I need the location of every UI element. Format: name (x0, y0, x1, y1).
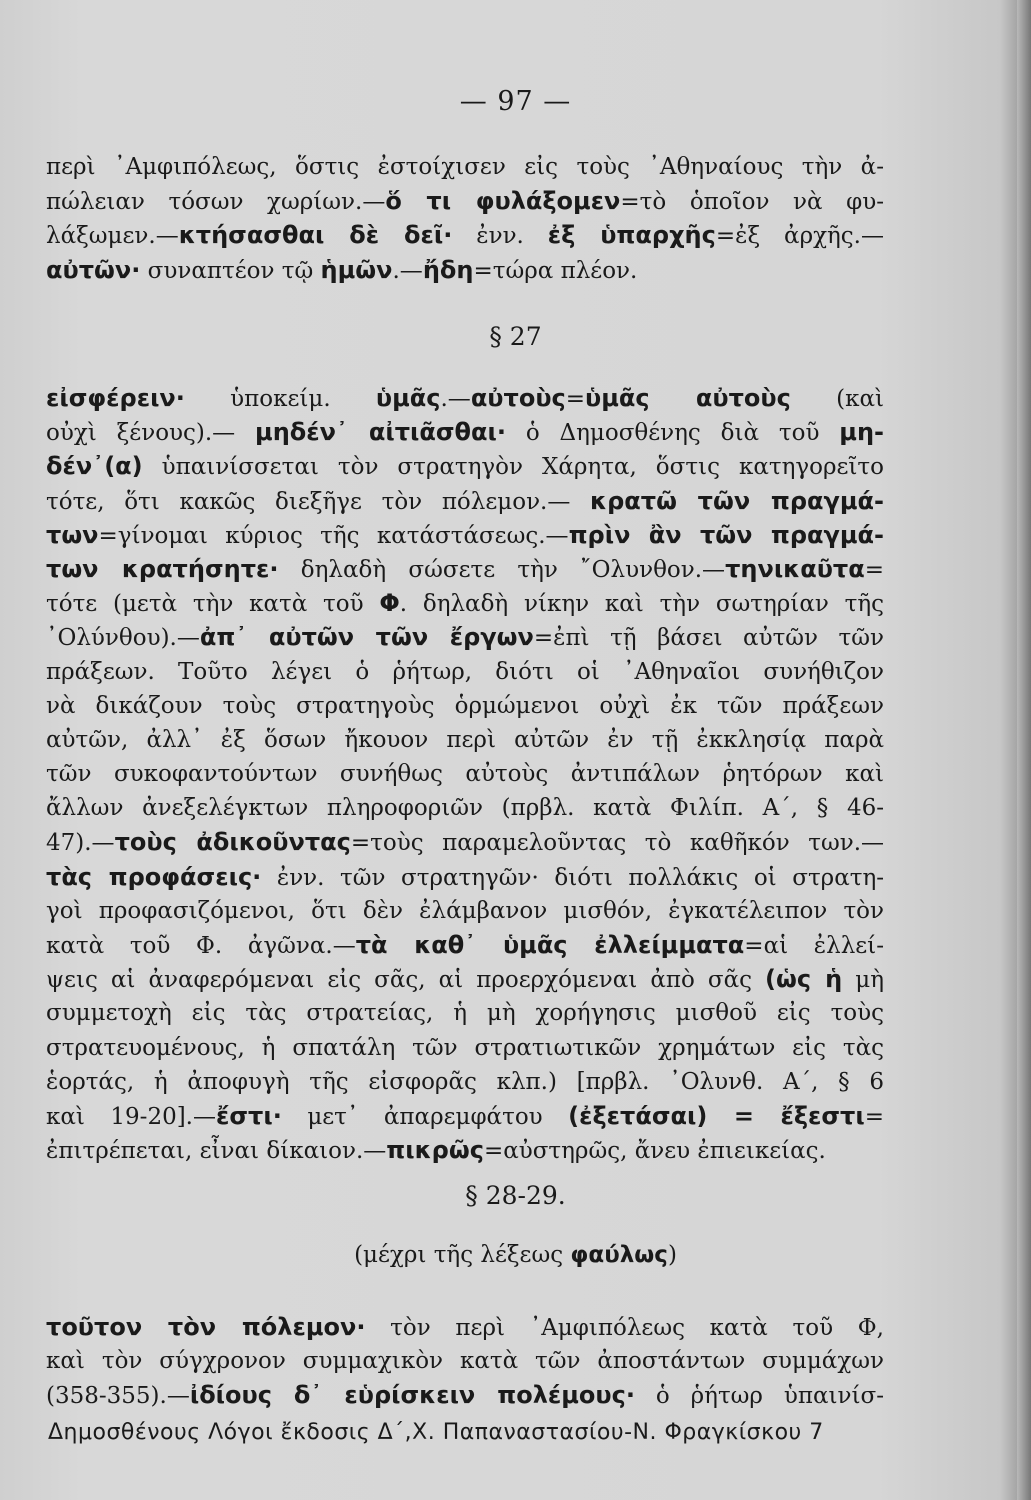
lemma-bold: ἰδίους δ᾿ εὑρίσκειν πολέμους· (189, 1381, 635, 1410)
text-run: =αἱ ἐλλεί- (744, 933, 884, 959)
text-run: πράξεων. Τοῦτο λέγει ὁ ῥήτωρ, διότι οἱ ᾿Αθηναῖοι συνήθιζον (46, 658, 884, 685)
text-line (46, 184, 884, 218)
text-line (46, 962, 884, 996)
lemma-bold: πρὶν ἂν τῶν πραγμά- (568, 520, 884, 549)
text-run: ὁ Δημοσθένης διὰ τοῦ (506, 420, 840, 447)
text-line (46, 1099, 884, 1133)
text-line (46, 655, 884, 689)
lemma-bold: εἰσφέρειν· (46, 384, 185, 412)
lemma-bold: των κρατήσητε· (46, 554, 279, 583)
text-run: . δηλαδὴ νίκην καὶ τὴν σωτηρίαν τῆς (399, 591, 884, 618)
lemma-bold: ὑμᾶς αὐτοὺς (585, 384, 791, 412)
text-run: γοὶ προφασιζόμενοι, ὅτι δὲν ἐλάμβανον μισθόν, ἐγκατέλειπον τὸν (46, 897, 884, 924)
text-run: =ἐξ ἀρχῆς.— (715, 223, 884, 250)
text-run: συμμετοχὴ εἰς τὰς στρατείας, ἡ μὴ χορήγησις μισθοῦ εἰς τοὺς (46, 1000, 884, 1027)
text-run: πώλειαν τόσων χωρίων.— (46, 189, 386, 216)
text-run: =γίνομαι κύριος τῆς κατάστάσεως.— (98, 522, 569, 549)
text-line (46, 1378, 884, 1412)
text-run: ὑποκείμ. (184, 386, 376, 412)
text-line (46, 791, 884, 825)
text-run: = (565, 386, 586, 412)
lemma-bold: ἔστι· (216, 1101, 282, 1130)
text-run: ἄλλων ἀνεξελέγκτων πληροφοριῶν (πρβλ. κατὰ Φιλίπ. Α΄, § 46- (46, 795, 884, 822)
page-number: — 97 — (459, 86, 572, 117)
text-line (46, 518, 884, 552)
text-line (46, 552, 884, 586)
text-line (46, 689, 884, 723)
text-run: .— (440, 386, 471, 412)
text-line (46, 381, 884, 415)
text-line (46, 620, 884, 654)
text-run: μὴ (842, 967, 884, 994)
text-line (46, 415, 884, 449)
paragraph-intro (46, 150, 884, 287)
text-run: ὑπαινίσσεται τὸν στρατηγὸν Χάρητα, ὅστις κατηγορεῖτο (142, 454, 884, 481)
text-run: ἐπιτρέπεται, εἶναι δίκαιον.— (46, 1138, 387, 1165)
lemma-bold: αὐτῶν· (46, 255, 141, 284)
text-line (46, 150, 884, 184)
paragraph-27 (46, 381, 884, 1167)
text-line (46, 218, 884, 252)
text-run: = (864, 1103, 884, 1130)
lemma-bold: πικρῶς (386, 1136, 484, 1165)
text-run: =αὐστηρῶς, ἄνευ ἐπιεικείας. (483, 1138, 826, 1165)
text-line (46, 253, 884, 287)
text-run: τὸν περὶ ᾿Αμφιπόλεως κατὰ τοῦ Φ, (365, 1315, 884, 1341)
lemma-bold: μηδέν᾿ αἰτιᾶσθαι· (255, 418, 506, 447)
text-run: μετ᾿ ἀπαρεμφάτου (281, 1103, 569, 1130)
text-line (46, 449, 884, 483)
text-line (46, 723, 884, 757)
lemma-bold: κρατῶ τῶν πραγμά- (590, 486, 884, 515)
lemma-bold: ἐξ ὑπαρχῆς (547, 221, 716, 250)
text-run: ἐνν. (452, 223, 548, 250)
text-run: δηλαδὴ σώσετε τὴν ῎Ολυνθον.— (278, 556, 726, 583)
footer-imprint: Δημοσθένους Λόγοι ἔκδοσις Δ΄,Χ. Παπαναστασίου-Ν. Φραγκίσκου 7 (48, 1420, 824, 1445)
text-line (46, 894, 884, 928)
text-run: =τώρα πλέον. (473, 257, 638, 284)
lemma-bold: φαύλως (570, 1242, 668, 1268)
text-run: ἑορτάς, ἡ ἀποφυγὴ τῆς εἰσφορᾶς κλπ.) [πρβλ. ᾿Ολυνθ. Α΄, § 6 (46, 1068, 884, 1095)
lemma-bold: δέν᾿(α) (46, 452, 143, 481)
text-run: κατὰ τοῦ Φ. ἀγῶνα.— (46, 933, 356, 959)
text-run: ) (667, 1242, 677, 1268)
text-run: καὶ 19-20].— (46, 1103, 216, 1130)
text-run: λάξωμεν.— (46, 223, 179, 250)
text-run: ψεις αἱ ἀναφερόμεναι εἰς σᾶς, αἱ προερχόμεναι ἀπὸ σᾶς (46, 967, 766, 994)
text-run: ὁ ῥήτωρ ὑπαινίσ- (634, 1383, 884, 1410)
text-run: ᾿Ολύνθου).— (46, 625, 200, 652)
text-run: συναπτέον τῷ (140, 257, 321, 284)
text-line (46, 1133, 884, 1167)
text-run: αὐτῶν, ἀλλ᾿ ἐξ ὅσων ἤκουον περὶ αὐτῶν ἐν τῇ ἐκκλησίᾳ παρὰ (46, 726, 884, 753)
lemma-bold: ἀπ᾿ αὐτῶν τῶν ἔργων (199, 623, 534, 652)
lemma-bold: τοὺς ἀδικοῦντας (114, 828, 351, 857)
section-subnote (0, 1242, 1031, 1268)
text-line (46, 484, 884, 518)
text-run: τότε (μετὰ τὴν κατὰ τοῦ (46, 591, 380, 618)
text-run: (μέχρι τῆς λέξεως (354, 1242, 571, 1268)
text-line (46, 1344, 884, 1378)
text-run: = (864, 556, 884, 583)
text-run: καὶ τὸν σύγχρονον συμμαχικὸν κατὰ τῶν ἀποστάντων συμμάχων (46, 1348, 884, 1375)
text-line (46, 996, 884, 1030)
lemma-bold: τοῦτον τὸν πόλεμον· (46, 1313, 366, 1341)
lemma-bold: των (46, 520, 99, 549)
lemma-bold: ἤδη (422, 255, 474, 284)
text-run: ἐνν. τῶν στρατηγῶν· διότι πολλάκις οἱ στρατη- (261, 864, 884, 891)
lemma-bold: ἡμῶν (320, 255, 393, 284)
text-run: 47).— (46, 830, 115, 857)
text-line (46, 860, 884, 894)
text-run: =τὸ ὁποῖον νὰ φυ- (620, 189, 884, 216)
lemma-bold: Φ (379, 589, 400, 618)
text-line (46, 1310, 884, 1344)
lemma-bold: κτήσασθαι δὲ δεῖ· (178, 221, 453, 250)
lemma-bold: αὐτοὺς (470, 384, 566, 412)
text-run: =ἐπὶ τῇ βάσει αὐτῶν τῶν (533, 625, 884, 652)
text-line (46, 928, 884, 962)
lemma-bold: (ἐξετάσαι) = ἔξεστι (568, 1101, 865, 1130)
page-edge (1017, 0, 1031, 1500)
lemma-bold: τηνικαῦτα (725, 554, 865, 583)
paragraph-28-29 (46, 1310, 884, 1413)
text-line (46, 757, 884, 791)
text-run: οὐχὶ ξένους).— (46, 420, 256, 447)
text-run: νὰ δικάζουν τοὺς στρατηγοὺς ὁρμώμενοι οὐχὶ ἐκ τῶν πράξεων (46, 692, 884, 719)
section-heading-28-29: § 28-29. (465, 1181, 566, 1210)
lemma-bold: μη- (839, 418, 884, 447)
text-run: τότε, ὅτι κακῶς διεξῆγε τὸν πόλεμον.— (46, 488, 591, 515)
lemma-bold: τὰ καθ᾿ ὑμᾶς ἐλλείμματα (355, 931, 745, 959)
lemma-bold: τὰς προφάσεις· (46, 862, 262, 891)
text-run: στρατευομένους, ἡ σπατάλη τῶν στρατιωτικῶν χρημάτων εἰς τὰς (46, 1034, 884, 1061)
text-run: (358-355).— (46, 1383, 190, 1410)
text-run: τῶν συκοφαντούντων συνήθως αὐτοὺς ἀντιπάλων ῥητόρων καὶ (46, 761, 884, 788)
text-run: =τοὺς παραμελοῦντας τὸ καθῆκόν των.— (350, 830, 884, 857)
text-run: (καὶ (790, 386, 884, 412)
text-line (46, 825, 884, 859)
lemma-bold: ὑμᾶς (375, 384, 441, 412)
lemma-bold: (ὡς ἡ (765, 965, 843, 994)
text-line (46, 1031, 884, 1065)
text-run: .— (392, 257, 423, 284)
text-line (46, 586, 884, 620)
text-line (46, 1065, 884, 1099)
lemma-bold: ὅ τι φυλάξομεν (385, 187, 621, 216)
text-run: περὶ ᾿Αμφιπόλεως, ὅστις ἐστοίχισεν εἰς τοὺς ᾿Αθηναίους τὴν ἀ- (46, 154, 884, 180)
section-heading-27: § 27 (489, 322, 542, 351)
